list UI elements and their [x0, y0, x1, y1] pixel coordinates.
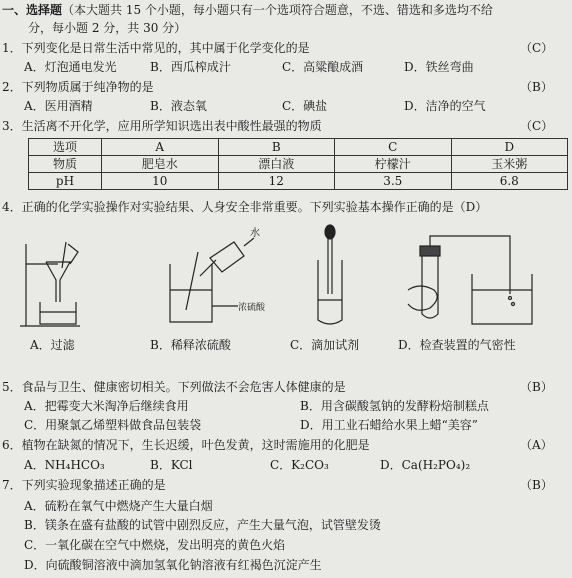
label-water: 水 [250, 228, 260, 239]
question-6-option-d: D．Ca(H₂PO₄)₂ [380, 458, 471, 472]
dilution-icon [150, 224, 270, 330]
question-6-option-b: B．KCl [150, 458, 193, 472]
question-6-answer: （A） [520, 438, 553, 452]
table-cell: B [218, 139, 335, 156]
question-6-option-a: A．NH₄HCO₃ [24, 458, 105, 472]
table-cell: 玉米粥 [451, 156, 568, 173]
question-1-option-c: C．高粱酿成酒 [282, 60, 364, 74]
table-cell: A [102, 139, 219, 156]
question-7-answer: （B） [520, 478, 553, 492]
question-3-stem: 3．生活离不开化学，应用所学知识选出表中酸性最强的物质 [2, 119, 322, 133]
section-header [2, 2, 493, 18]
question-7-option-c: C．一氧化碳在空气中燃烧，发出明亮的黄色火焰 [24, 538, 286, 552]
table-cell: 肥皂水 [102, 156, 219, 173]
question-4-caption-d: D．检查装置的气密性 [398, 338, 516, 352]
question-1-option-d: D．铁丝弯曲 [404, 60, 474, 74]
table-cell: 6.8 [451, 173, 568, 190]
table-cell: 选项 [29, 139, 102, 156]
table-cell: 10 [102, 173, 219, 190]
question-1-answer: （C） [520, 41, 554, 55]
table-cell: pH [29, 173, 102, 190]
table-cell: 物质 [29, 156, 102, 173]
section-title: 一、选择题 [2, 3, 63, 17]
section-instructions-2: 分，每小题 2 分，共 30 分） [28, 21, 187, 35]
question-2-option-b: B．液态氧 [150, 99, 207, 113]
question-4-stem: 4．正确的化学实验操作对实验结果、人身安全非常重要。下列实验基本操作正确的是（D） [2, 200, 488, 214]
question-5-option-c: C．用聚氯乙烯塑料做食品包装袋 [24, 418, 202, 432]
figure-dilution [150, 224, 270, 330]
question-2-stem: 2．下列物质属于纯净物的是 [2, 80, 154, 94]
label-acid: 浓硫酸 [238, 303, 266, 313]
question-1-option-b: B．西瓜榨成汁 [150, 60, 231, 74]
table-cell: C [335, 139, 452, 156]
question-5-option-d: D．用工业石蜡给水果上蜡“美容” [300, 418, 478, 432]
question-5-option-b: B．用含碳酸氢钠的发酵粉焙制糕点 [300, 399, 489, 413]
table-cell: 3.5 [335, 173, 452, 190]
question-4-caption-c: C．滴加试剂 [290, 338, 360, 352]
question-2-answer: （B） [520, 80, 553, 94]
question-2-option-d: D．洁净的空气 [404, 99, 486, 113]
table-row [29, 173, 568, 190]
table-cell: 柠檬汁 [335, 156, 452, 173]
question-7-stem: 7．下列实验现象描述正确的是 [2, 478, 166, 492]
question-7-option-b: B．镁条在盛有盐酸的试管中剧烈反应，产生大量气泡，试管壁发烫 [24, 518, 381, 532]
question-7-option-d: D．向硫酸铜溶液中滴加氢氧化钠溶液有红褐色沉淀产生 [24, 558, 322, 572]
question-4-caption-a: A．过滤 [30, 338, 75, 352]
figure-airtight [400, 224, 540, 330]
figure-dropper [300, 224, 360, 330]
question-7-option-a: A．硫粉在氧气中燃烧产生大量白烟 [24, 499, 213, 513]
question-1-option-a: A．灯泡通电发光 [24, 60, 117, 74]
section-instructions-1: （本大题共 15 个小题，每小题只有一个选项符合题意，不选、错选和多选均不给 [62, 3, 493, 17]
table-header-row [29, 139, 568, 156]
question-6-option-c: C．K₂CO₃ [270, 458, 329, 472]
table-row [29, 156, 568, 173]
question-5-stem: 5．食品与卫生、健康密切相关。下列做法不会危害人体健康的是 [2, 380, 346, 394]
airtight-icon [400, 224, 540, 330]
question-3-answer: （C） [520, 119, 554, 133]
dropper-icon [300, 224, 360, 330]
filtration-icon [10, 224, 110, 330]
table-cell: D [451, 139, 568, 156]
table-cell: 漂白液 [218, 156, 335, 173]
ph-table [28, 138, 568, 190]
question-4-caption-b: B．稀释浓硫酸 [150, 338, 231, 352]
question-2-option-c: C．碘盐 [282, 99, 328, 113]
question-2-option-a: A．医用酒精 [24, 99, 93, 113]
question-5-answer: （B） [520, 380, 553, 394]
question-5-option-a: A．把霉变大米淘净后继续食用 [24, 399, 189, 413]
question-1-stem: 1．下列变化是日常生活中常见的，其中属于化学变化的是 [2, 41, 310, 55]
table-cell: 12 [218, 173, 335, 190]
figure-filtration [10, 224, 110, 330]
question-6-stem: 6．植物在缺氮的情况下，生长迟缓，叶色发黄，这时需施用的化肥是 [2, 438, 370, 452]
